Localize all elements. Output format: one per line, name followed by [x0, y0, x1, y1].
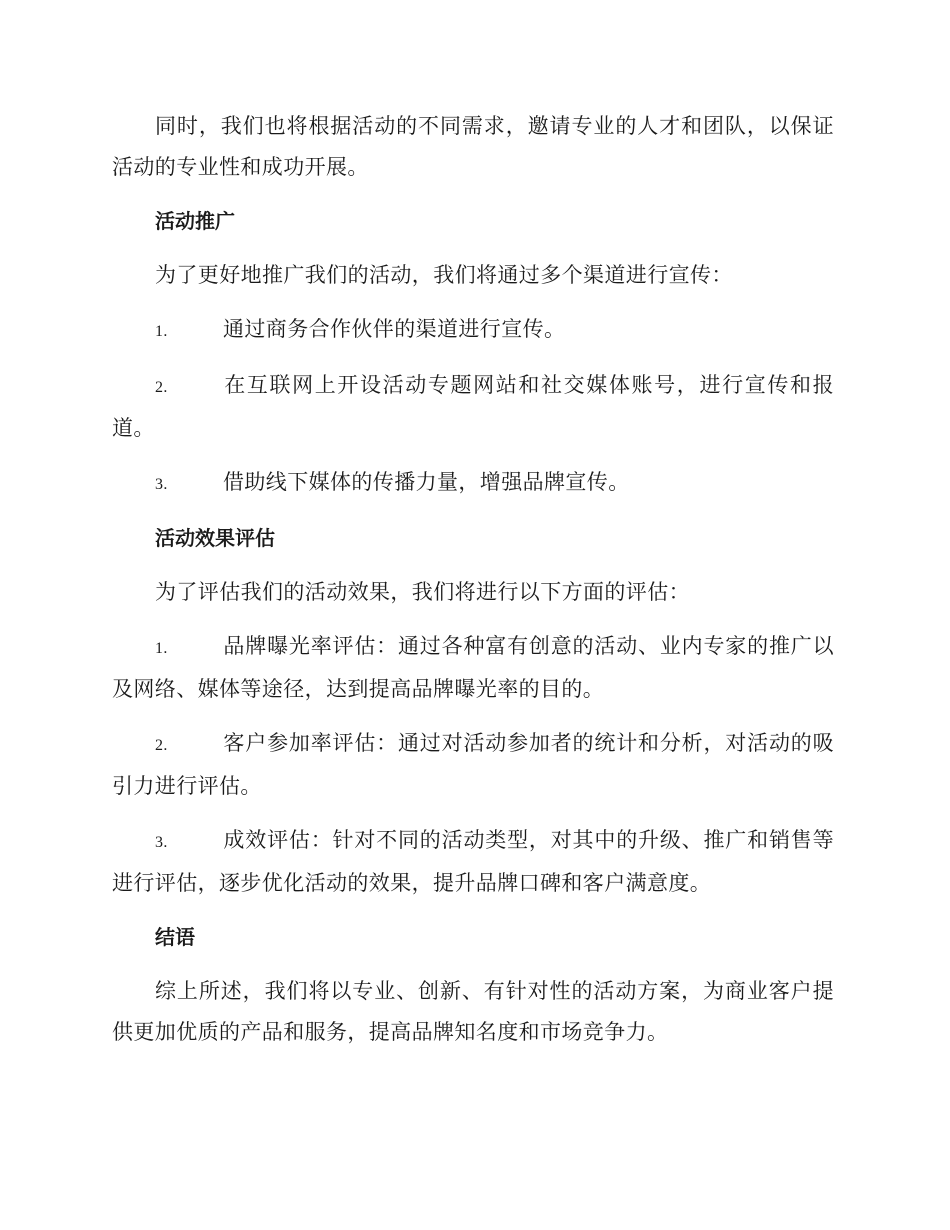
list-number: 1.	[155, 323, 168, 340]
list-number: 2.	[155, 737, 168, 754]
heading-conclusion: 结语	[155, 925, 195, 949]
list-item	[112, 365, 834, 449]
list-number: 1.	[155, 640, 168, 657]
list-item-text: 借助线下媒体的传播力量，增强品牌宣传。	[223, 470, 630, 494]
heading-evaluation: 活动效果评估	[155, 526, 275, 550]
list-number: 3.	[155, 834, 168, 851]
list-item	[112, 820, 834, 904]
list-item	[112, 462, 834, 505]
list-item-text: 成效评估：针对不同的活动类型，对其中的升级、推广和销售等进行评估，逐步优化活动的效果，提升品牌口碑和客户满意度。	[112, 828, 834, 895]
list-number: 2.	[155, 379, 168, 396]
list-number: 3.	[155, 476, 168, 493]
heading-promotion: 活动推广	[155, 209, 235, 233]
document-page	[112, 106, 834, 1066]
list-item-text: 品牌曝光率评估：通过各种富有创意的活动、业内专家的推广以及网络、媒体等途径，达到提高品牌曝光率的目的。	[112, 634, 834, 701]
list-item	[112, 309, 834, 352]
list-item	[112, 723, 834, 807]
list-item-text: 通过商务合作伙伴的渠道进行宣传。	[223, 317, 566, 341]
evaluation-intro-paragraph: 为了评估我们的活动效果，我们将进行以下方面的评估：	[155, 580, 690, 604]
list-item	[112, 626, 834, 710]
list-item-text: 在互联网上开设活动专题网站和社交媒体账号，进行宣传和报道。	[112, 373, 834, 440]
list-item-text: 客户参加率评估：通过对活动参加者的统计和分析，对活动的吸引力进行评估。	[112, 731, 834, 798]
intro-paragraph: 同时，我们也将根据活动的不同需求，邀请专业的人才和团队，以保证活动的专业性和成功开展。	[112, 114, 834, 179]
promotion-intro-paragraph: 为了更好地推广我们的活动，我们将通过多个渠道进行宣传：	[155, 263, 733, 287]
conclusion-paragraph: 综上所述，我们将以专业、创新、有针对性的活动方案，为商业客户提供更加优质的产品和服务，提高品牌知名度和市场竞争力。	[112, 979, 834, 1044]
